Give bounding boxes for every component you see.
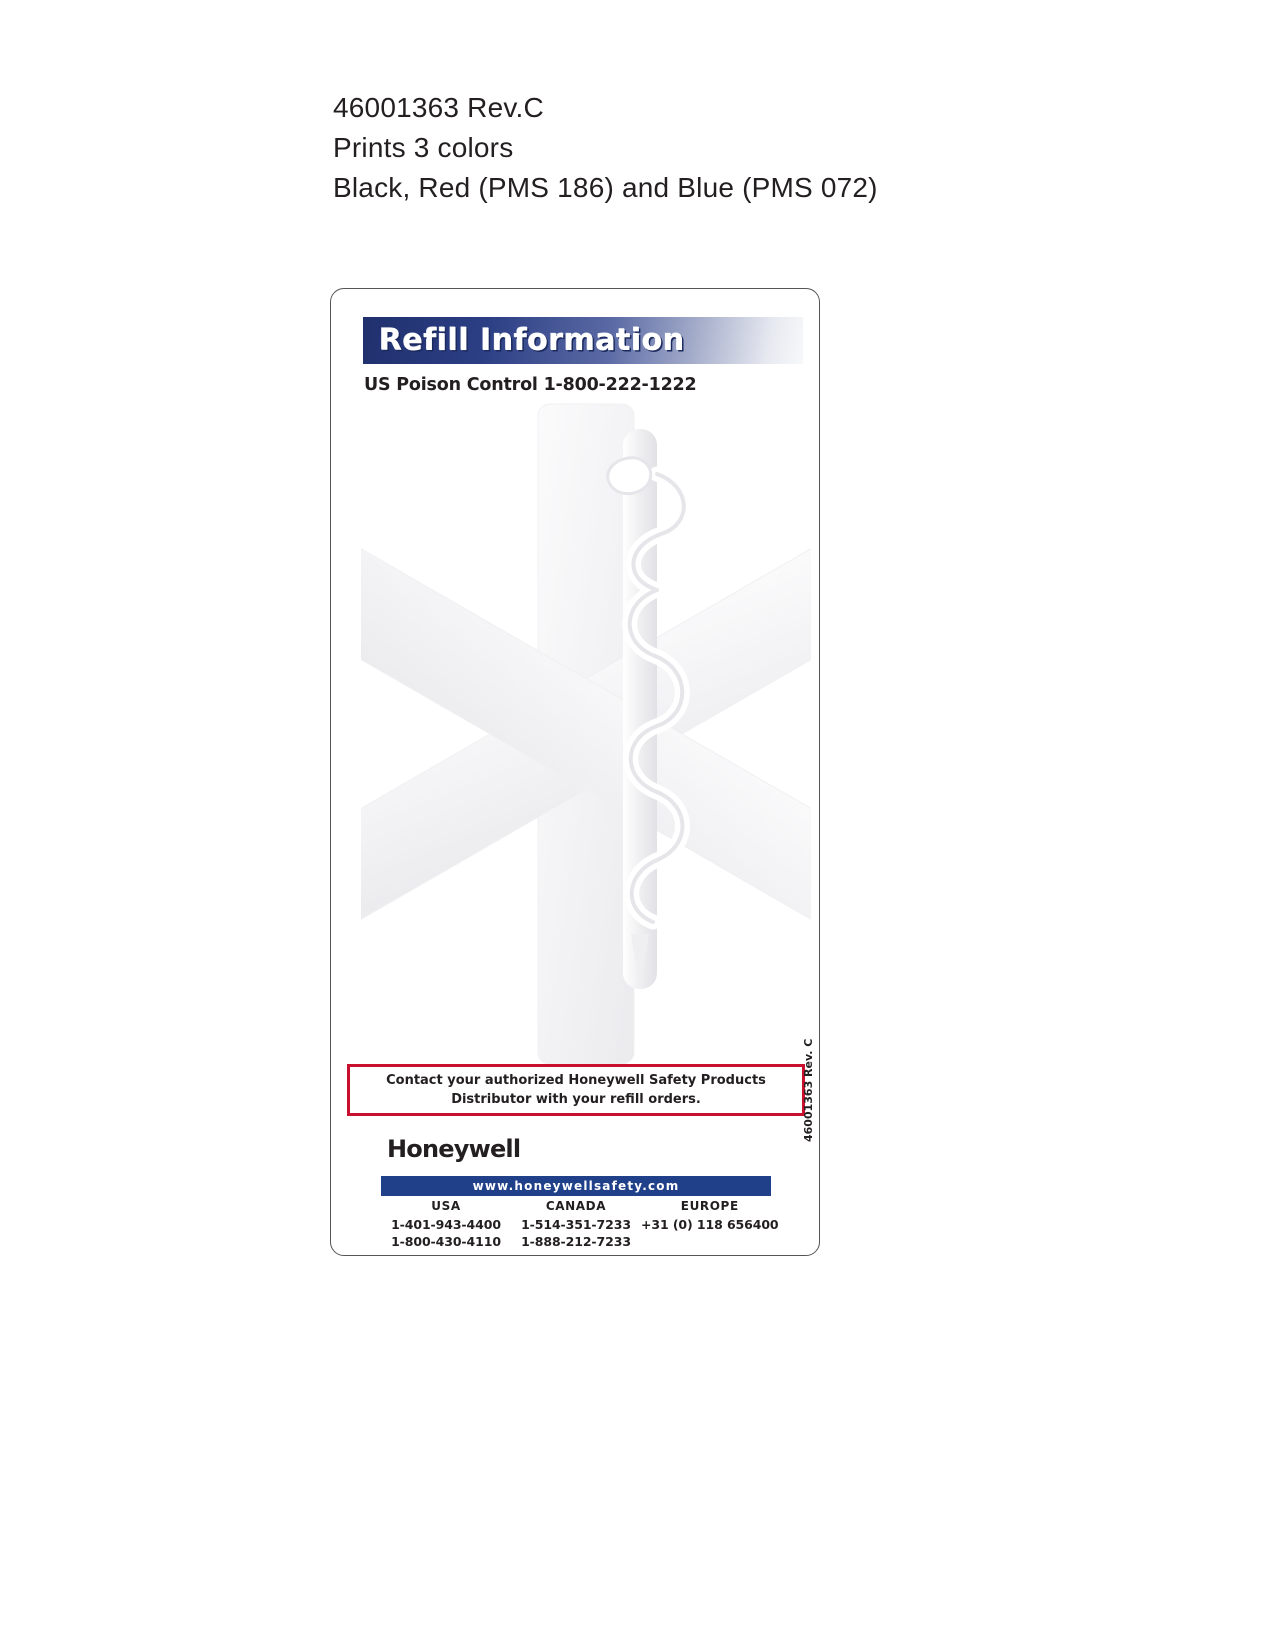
contact-phone: 1-888-212-7233 [521, 1234, 631, 1249]
regional-contacts [381, 1199, 779, 1250]
contact-box-line1: Contact your authorized Honeywell Safety Products [386, 1073, 766, 1088]
refill-information-banner [363, 317, 803, 364]
distributor-contact-box [347, 1064, 805, 1116]
contact-column-canada [511, 1199, 641, 1250]
star-of-life-icon [361, 374, 811, 1094]
contact-phone: 1-514-351-7233 [521, 1217, 631, 1232]
side-part-code: 46001363 Rev. C [802, 1038, 815, 1142]
contact-phone: 1-800-430-4110 [391, 1234, 501, 1249]
contact-phone: 1-401-943-4400 [391, 1217, 501, 1232]
contact-region-label: EUROPE [680, 1199, 739, 1213]
website-bar[interactable] [381, 1176, 771, 1196]
contact-column-usa [381, 1199, 511, 1250]
contact-region-label: CANADA [545, 1199, 607, 1213]
label-artwork-card [330, 288, 820, 1256]
spec-line-part-number: 46001363 Rev.C [333, 92, 544, 123]
spec-line-colors-list: Black, Red (PMS 186) and Blue (PMS 072) [333, 172, 878, 203]
banner-title: Refill Information [379, 323, 685, 358]
contact-phone: +31 (0) 118 656400 [641, 1217, 779, 1232]
contact-column-europe [641, 1199, 779, 1250]
contact-region-label: USA [431, 1199, 461, 1213]
poison-control-line: US Poison Control 1-800-222-1222 [364, 375, 697, 395]
contact-box-line2: Distributor with your refill orders. [451, 1092, 701, 1107]
print-spec-block [333, 88, 878, 208]
spec-line-colors-count: Prints 3 colors [333, 132, 514, 163]
honeywell-logo: Honeywell [387, 1135, 521, 1163]
website-url: www.honeywellsafety.com [472, 1179, 680, 1193]
